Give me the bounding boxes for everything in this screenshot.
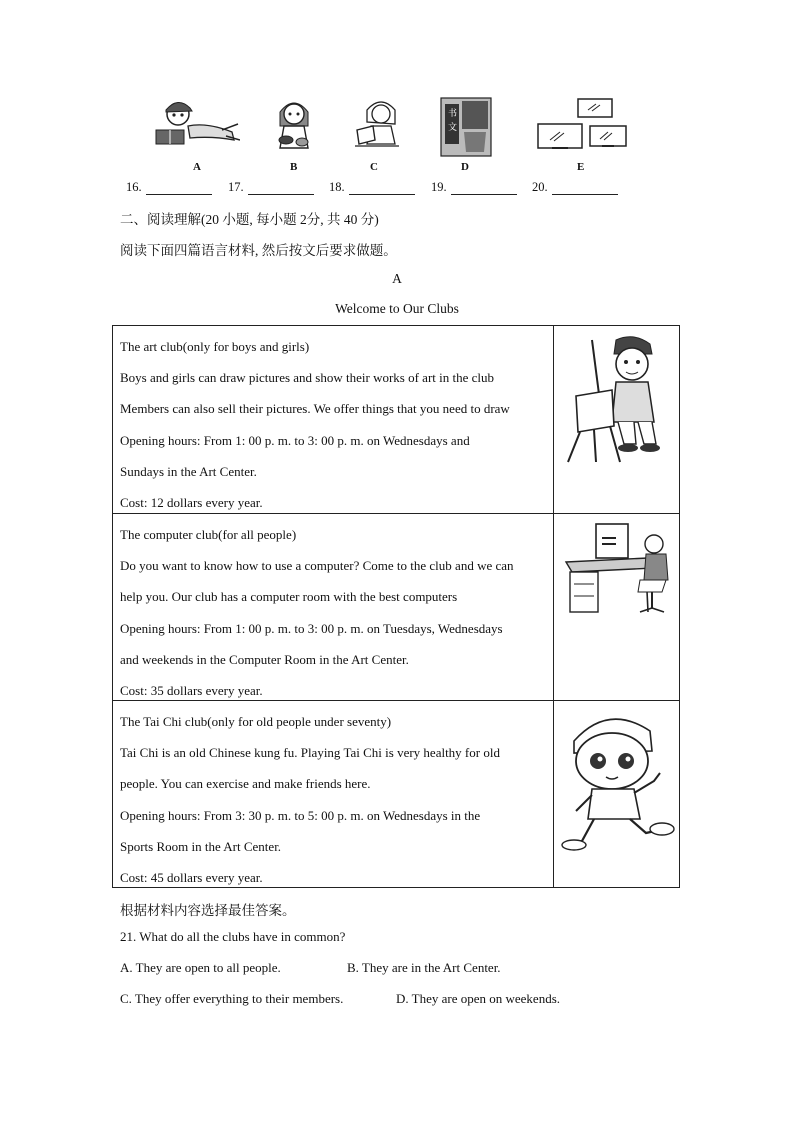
blank-number: 16. bbox=[126, 180, 142, 194]
answer-line[interactable] bbox=[146, 182, 212, 195]
club-line: Members can also sell their pictures. We offer things that you need to draw bbox=[120, 401, 510, 417]
club-line: Boys and girls can draw pictures and show their works of art in the club bbox=[120, 370, 495, 386]
club-line: people. You can exercise and make friends here. bbox=[120, 776, 371, 792]
blank-number: 20. bbox=[532, 180, 548, 194]
club-line: Sports Room in the Art Center. bbox=[120, 838, 282, 854]
club-line: Do you want to know how to use a computer? Come to the club and we can bbox=[120, 558, 514, 574]
club-line: Tai Chi is an old Chinese kung fu. Playing Tai Chi is very healthy for old bbox=[120, 745, 500, 761]
club-description bbox=[113, 701, 554, 887]
blank-number: 17. bbox=[228, 180, 244, 194]
option-b[interactable]: B. They are in the Art Center. bbox=[347, 960, 501, 975]
clubs-table bbox=[112, 325, 680, 888]
picture-label-b: B bbox=[290, 161, 298, 173]
picture-label-c: C bbox=[370, 161, 378, 173]
club-line: Opening hours: From 1: 00 p. m. to 3: 00 p. m. on Wednesdays and bbox=[120, 432, 470, 448]
blank-17[interactable] bbox=[228, 180, 314, 195]
club-description bbox=[113, 514, 554, 700]
club-cost: Cost: 12 dollars every year. bbox=[120, 495, 263, 511]
option-c[interactable]: C. They offer everything to their members. bbox=[120, 991, 344, 1006]
answer-line[interactable] bbox=[552, 182, 618, 195]
club-title: The computer club(for all people) bbox=[120, 527, 297, 542]
option-d[interactable]: D. They are open on weekends. bbox=[396, 991, 561, 1006]
club-line: and weekends in the Computer Room in the Art Center. bbox=[120, 651, 409, 667]
svg-text:文: 文 bbox=[448, 123, 458, 133]
club-line: Opening hours: From 3: 30 p. m. to 5: 00 p. m. on Wednesdays in the bbox=[120, 807, 481, 823]
tai-chi-kid-icon bbox=[554, 701, 679, 887]
section-instruction: 阅读下面四篇语言材料, 然后按文后要求做题。 bbox=[120, 243, 397, 258]
club-line: Sundays in the Art Center. bbox=[120, 463, 257, 479]
blank-20[interactable] bbox=[532, 180, 618, 195]
answer-line[interactable] bbox=[349, 182, 415, 195]
club-line: help you. Our club has a computer room with the best computers bbox=[120, 589, 458, 605]
blank-19[interactable] bbox=[431, 180, 517, 195]
club-row-art bbox=[113, 326, 679, 514]
club-cost: Cost: 45 dollars every year. bbox=[120, 870, 263, 886]
club-line: Opening hours: From 1: 00 p. m. to 3: 00 p. m. on Tuesdays, Wednesdays bbox=[120, 620, 503, 636]
club-cost: Cost: 35 dollars every year. bbox=[120, 683, 263, 699]
option-a[interactable]: A. They are open to all people. bbox=[120, 960, 281, 975]
blank-number: 19. bbox=[431, 180, 447, 194]
person-at-computer-icon bbox=[554, 514, 679, 700]
blank-16[interactable] bbox=[126, 180, 212, 195]
club-row-tai-chi bbox=[113, 701, 679, 887]
passage-letter: A bbox=[392, 271, 402, 286]
picture-label-a: A bbox=[193, 161, 201, 173]
passage-title: Welcome to Our Clubs bbox=[335, 301, 459, 316]
answer-line[interactable] bbox=[248, 182, 314, 195]
answer-line[interactable] bbox=[451, 182, 517, 195]
club-title: The Tai Chi club(only for old people under seventy) bbox=[120, 714, 392, 729]
club-title: The art club(only for boys and girls) bbox=[120, 339, 310, 354]
picture-label-d: D bbox=[461, 161, 469, 173]
blank-number: 18. bbox=[329, 180, 345, 194]
answer-blanks bbox=[126, 180, 646, 196]
boy-painting-icon bbox=[554, 326, 679, 513]
section-heading: 二、阅读理解(20 小题, 每小题 2分, 共 40 分) bbox=[120, 212, 379, 227]
club-row-computer bbox=[113, 514, 679, 701]
question-21-stem: 21. What do all the clubs have in common? bbox=[120, 929, 346, 944]
picture-label-e: E bbox=[577, 161, 585, 173]
club-description bbox=[113, 326, 554, 513]
svg-text:书: 书 bbox=[448, 109, 458, 119]
blank-18[interactable] bbox=[329, 180, 415, 195]
question-instruction: 根据材料内容选择最佳答案。 bbox=[120, 903, 296, 918]
